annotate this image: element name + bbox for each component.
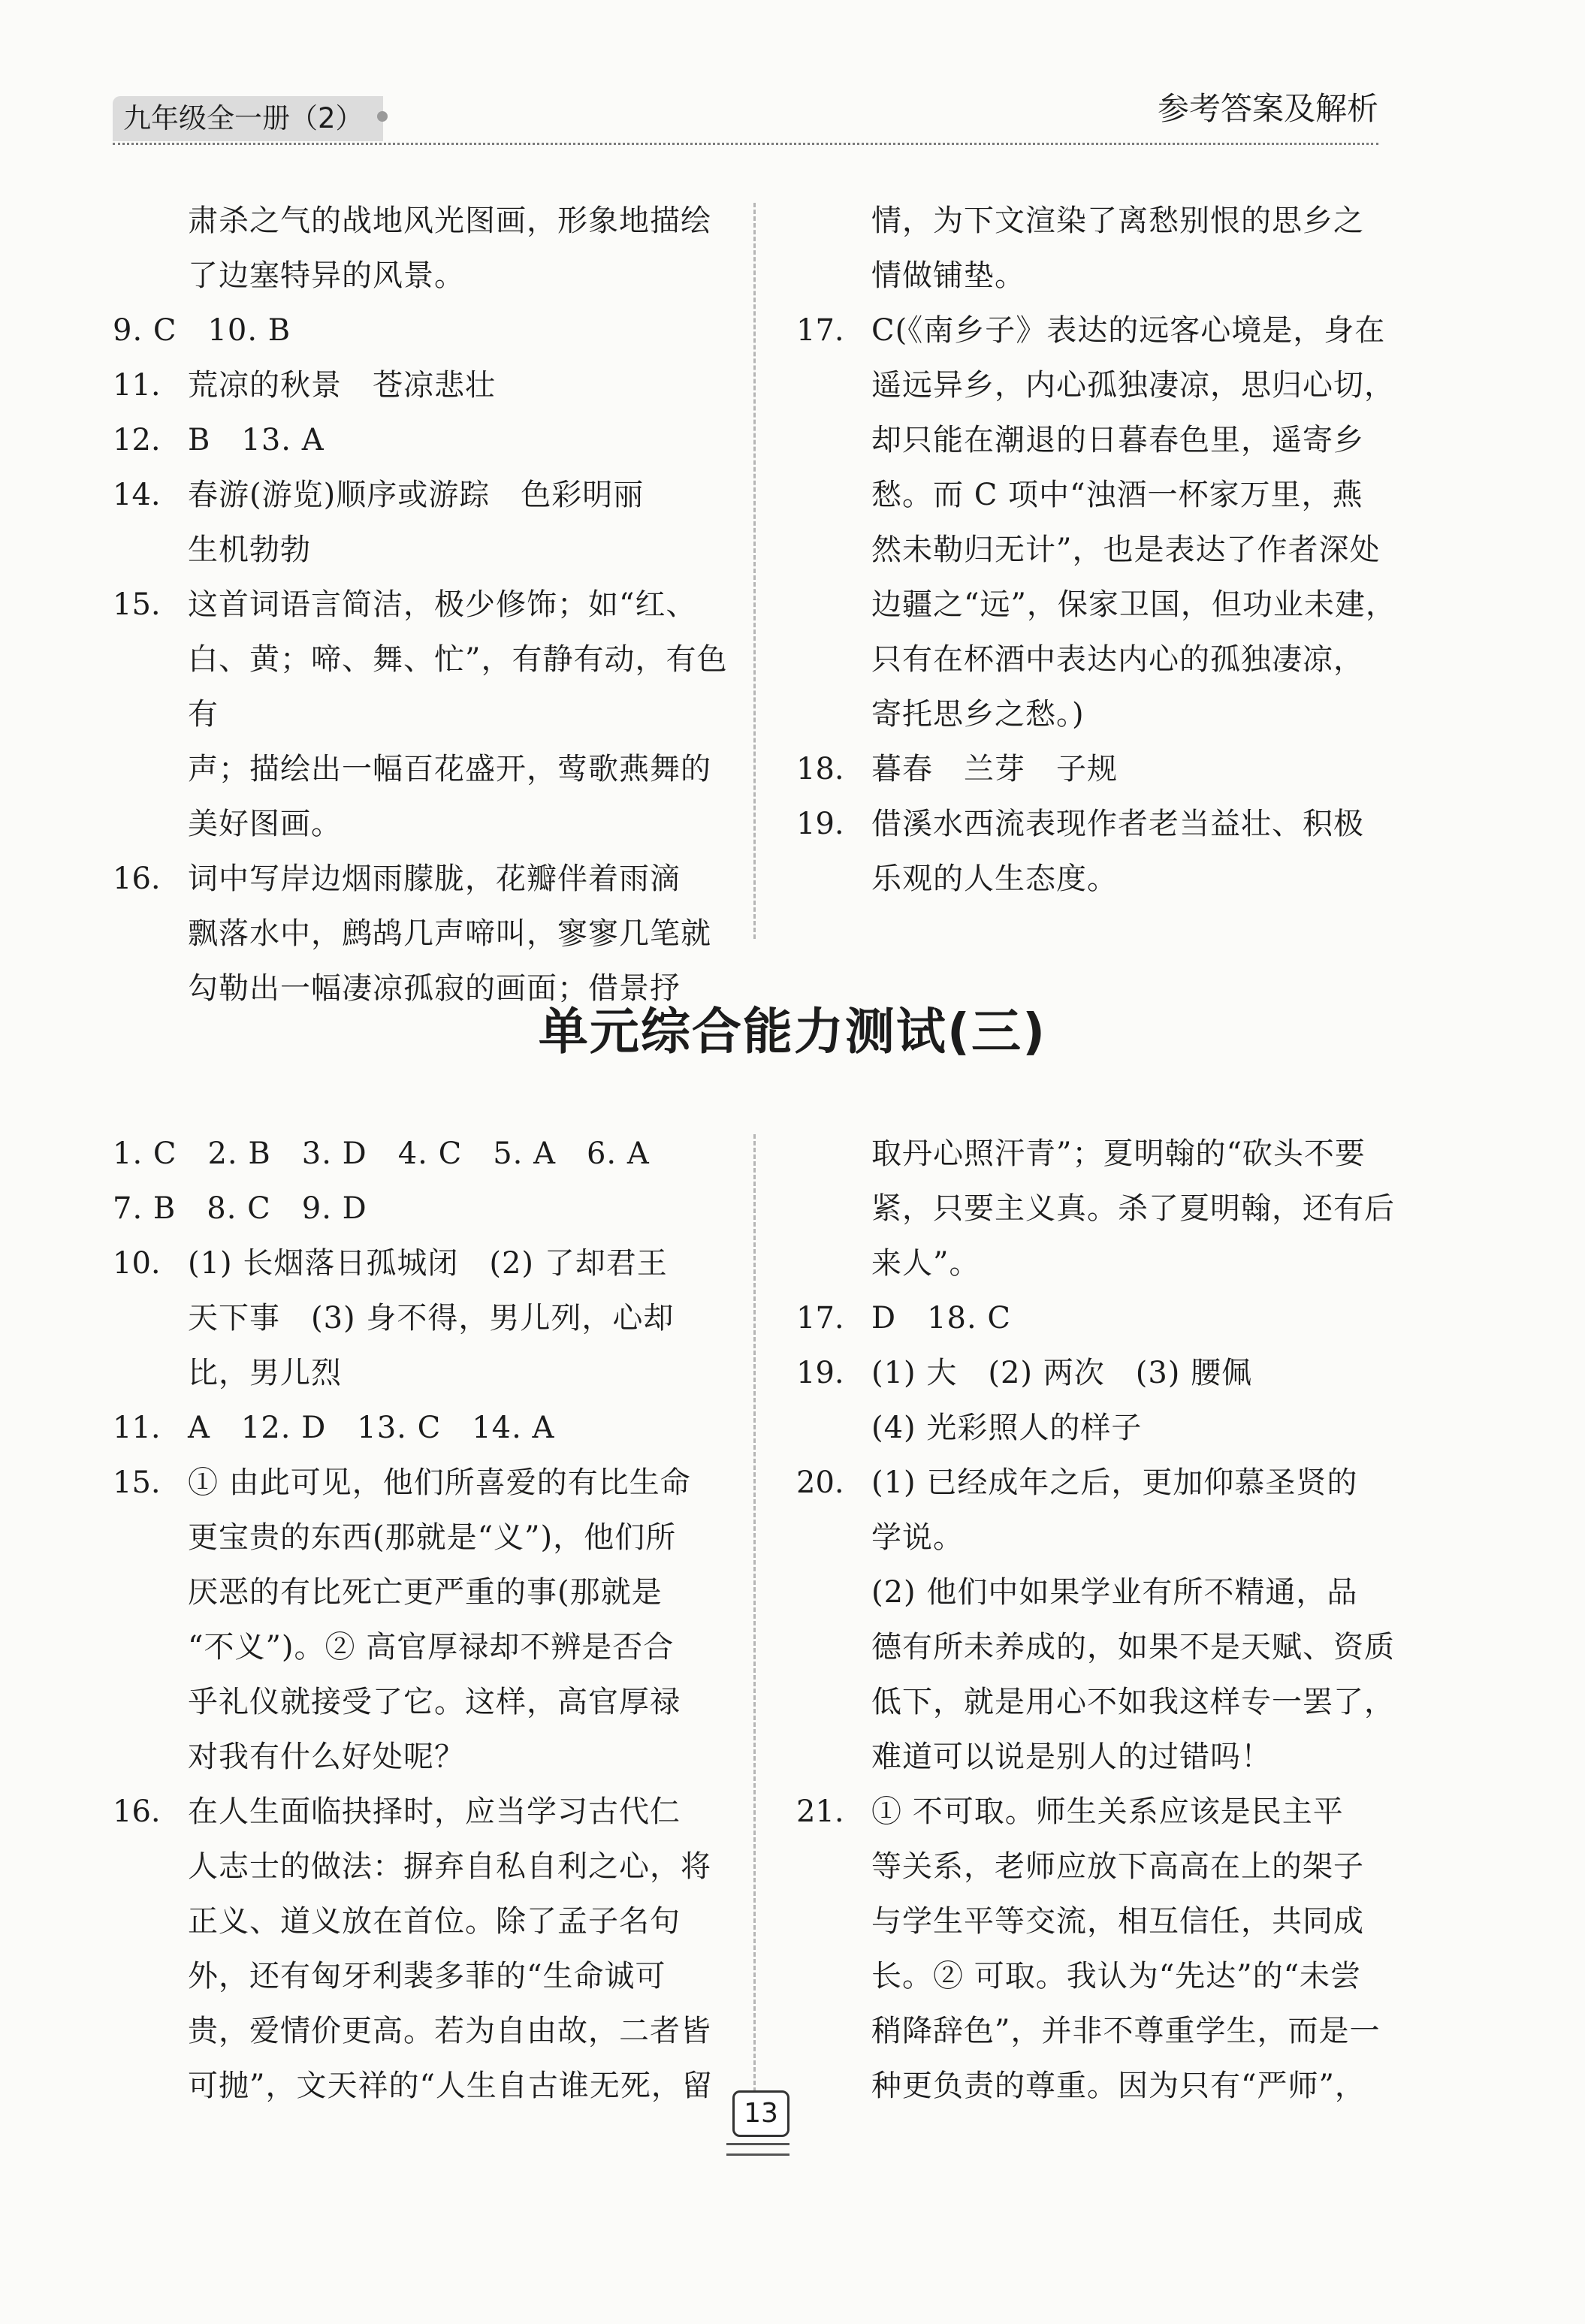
answer-line [796, 1894, 1420, 1949]
answer-text: (1) 大 (2) 两次 (3) 腰佩 [871, 1356, 1253, 1390]
answer-line [796, 1291, 1420, 1346]
answer-text: 稍降辞色”，并非不尊重学生，而是一 [871, 2014, 1381, 2048]
answer-line [113, 1401, 751, 1456]
answer-line [113, 1565, 751, 1620]
answer-line [796, 468, 1420, 523]
answer-text: 了边塞特异的风景。 [188, 258, 465, 293]
question-number: 16. [113, 1794, 161, 1829]
header-divider [113, 143, 1378, 145]
bottom-right-column [796, 1127, 1420, 2114]
answer-line [113, 2004, 751, 2059]
answer-text: 更宝贵的东西(那就是“义”)，他们所 [188, 1520, 677, 1555]
answer-line [113, 523, 751, 578]
answer-line [113, 1511, 751, 1565]
answer-line [796, 1346, 1420, 1401]
answer-text: 难道可以说是别人的过错吗！ [871, 1740, 1272, 1774]
answer-line [113, 1949, 751, 2004]
answer-line [113, 1291, 751, 1346]
answer-text: 正义、道义放在首位。除了孟子名句 [188, 1904, 681, 1939]
answer-text: 遥远异乡，内心孤独凄凉，思归心切， [871, 368, 1395, 403]
question-number: 15. [113, 587, 161, 622]
answer-line [796, 1127, 1420, 1182]
answer-line [113, 194, 751, 249]
answer-line [113, 632, 751, 742]
question-number: 18. [796, 752, 844, 786]
answer-line [796, 1401, 1420, 1456]
answer-text: 乐观的人生态度。 [871, 862, 1118, 896]
answer-text: D 18. C [871, 1301, 1012, 1336]
answer-line [796, 1840, 1420, 1894]
question-number: 19. [796, 1356, 844, 1390]
answer-text: 春游(游览)顺序或游踪 色彩明丽 [188, 478, 645, 512]
answer-text: 肃杀之气的战地风光图画，形象地描绘 [188, 204, 711, 238]
answer-line [113, 1730, 751, 1785]
answer-line [796, 523, 1420, 578]
answer-text: 学说。 [871, 1520, 964, 1555]
answer-line [113, 1456, 751, 1511]
answer-text: 词中写岸边烟雨朦胧，花瓣伴着雨滴 [188, 862, 681, 896]
answer-line [796, 1730, 1420, 1785]
answer-line [796, 2059, 1420, 2114]
question-number: 11. [113, 1411, 161, 1445]
answer-text: 然未勒归无计”，也是表达了作者深处 [871, 533, 1381, 567]
answer-line [796, 742, 1420, 797]
question-number: 17. [796, 1301, 844, 1336]
answer-line [796, 1236, 1420, 1291]
answer-line [796, 303, 1420, 358]
answer-text: 只有在杯酒中表达内心的孤独凄凉， [871, 642, 1364, 677]
column-divider-bottom [753, 1134, 756, 2126]
answer-line [796, 1675, 1420, 1730]
answer-text: 愁。而 C 项中“浊酒一杯家万里，燕 [871, 478, 1363, 512]
question-number: 11. [113, 368, 161, 403]
answer-line [113, 1840, 751, 1894]
answer-line [113, 1346, 751, 1401]
answer-text: (1) 长烟落日孤城闭 (2) 了却君王 [188, 1246, 668, 1281]
answer-line [796, 1785, 1420, 1840]
answer-line [796, 578, 1420, 632]
answer-text: 1. C 2. B 3. D 4. C 5. A 6. A [113, 1136, 650, 1171]
answer-line [796, 194, 1420, 249]
answer-text: 美好图画。 [188, 807, 342, 841]
answer-text: 长。② 可取。我认为“先达”的“未尝 [871, 1959, 1362, 1994]
answer-text: 情，为下文渲染了离愁别恨的思乡之 [871, 204, 1364, 238]
answer-text: 白、黄；啼、舞、忙”，有静有动，有色有 [188, 642, 728, 732]
answer-line [113, 852, 751, 907]
answer-line [113, 742, 751, 797]
answer-text: 德有所未养成的，如果不是天赋、资质 [871, 1630, 1395, 1665]
header-title: 参考答案及解析 [1157, 90, 1378, 127]
answer-line [113, 1894, 751, 1949]
question-number: 10. [113, 1246, 161, 1281]
answer-text: 紧，只要主义真。杀了夏明翰，还有后 [871, 1191, 1395, 1226]
answer-line [796, 1182, 1420, 1236]
page-number-badge [717, 2084, 800, 2167]
answer-text: 取丹心照汗青”；夏明翰的“砍头不要 [871, 1136, 1366, 1171]
answer-text: 生机勃勃 [188, 533, 311, 567]
answer-line [796, 358, 1420, 413]
answer-line [113, 358, 751, 413]
grade-label: 九年级全一册（2） [113, 96, 383, 141]
chevron-decor-icon [726, 2143, 789, 2145]
bottom-left-column [113, 1127, 751, 2114]
answer-text: 人志士的做法：摒弃自私自利之心，将 [188, 1849, 711, 1884]
answer-line [113, 578, 751, 632]
header-dot-icon [377, 111, 388, 122]
answer-line [113, 1785, 751, 1840]
answer-line [113, 1620, 751, 1675]
column-divider-top [753, 203, 756, 939]
answer-text: 天下事 (3) 身不得，男儿列，心却 [188, 1301, 675, 1336]
answer-text: 比，男儿烈 [188, 1356, 342, 1390]
answer-text: A 12. D 13. C 14. A [188, 1411, 555, 1445]
chevron-decor-icon [726, 2153, 789, 2156]
answer-line [113, 468, 751, 523]
answer-text: (1) 已经成年之后，更加仰慕圣贤的 [871, 1465, 1358, 1500]
answer-line [796, 1565, 1420, 1620]
answer-text: C(《南乡子》表达的远客心境是，身在 [871, 313, 1386, 348]
answer-line [113, 303, 751, 358]
answer-line [113, 1675, 751, 1730]
answer-text: 9. C 10. B [113, 313, 291, 348]
answer-line [113, 2059, 751, 2114]
answer-text: 厌恶的有比死亡更严重的事(那就是 [188, 1575, 663, 1610]
top-left-column [113, 194, 751, 1016]
answer-line [796, 249, 1420, 303]
answer-text: 情做铺垫。 [871, 258, 1025, 293]
answer-text: 荒凉的秋景 苍凉悲壮 [188, 368, 496, 403]
answer-line [796, 1620, 1420, 1675]
answer-text: ① 不可取。师生关系应该是民主平 [871, 1794, 1344, 1829]
answer-text: ① 由此可见，他们所喜爱的有比生命 [188, 1465, 691, 1500]
answer-line [113, 249, 751, 303]
question-number: 14. [113, 478, 161, 512]
answer-line [796, 413, 1420, 468]
answer-line [796, 1456, 1420, 1511]
answer-line [113, 907, 751, 961]
answer-line [796, 797, 1420, 852]
answer-text: B 13. A [188, 423, 325, 457]
answer-text: 却只能在潮退的日暮春色里，遥寄乡 [871, 423, 1364, 457]
answer-text: 寄托思乡之愁。) [871, 697, 1085, 732]
top-right-column [796, 194, 1420, 907]
answer-text: 声；描绘出一幅百花盛开，莺歌燕舞的 [188, 752, 711, 786]
answer-text: 7. B 8. C 9. D [113, 1191, 367, 1226]
question-number: 15. [113, 1465, 161, 1500]
answer-line [113, 1182, 751, 1236]
answer-text: 对我有什么好处呢？ [188, 1740, 465, 1774]
answer-line [796, 852, 1420, 907]
answer-text: 边疆之“远”，保家卫国，但功业未建， [871, 587, 1396, 622]
answer-line [113, 1236, 751, 1291]
answer-text: 在人生面临抉择时，应当学习古代仁 [188, 1794, 681, 1829]
answer-text: 外，还有匈牙利裴多菲的“生命诚可 [188, 1959, 666, 1994]
answer-text: 借溪水西流表现作者老当益壮、积极 [871, 807, 1364, 841]
answer-text: 等关系，老师应放下高高在上的架子 [871, 1849, 1364, 1884]
answer-line [113, 1127, 751, 1182]
question-number: 12. [113, 423, 161, 457]
answer-text: 与学生平等交流，相互信任，共同成 [871, 1904, 1364, 1939]
answer-text: 贵，爱情价更高。若为自由故，二者皆 [188, 2014, 711, 2048]
question-number: 16. [113, 862, 161, 896]
answer-text: (2) 他们中如果学业有所不精通，品 [871, 1575, 1358, 1610]
answer-text: 可抛”，文天祥的“人生自古谁无死，留 [188, 2069, 713, 2103]
section-title: 单元综合能力测试(三) [538, 1003, 1047, 1061]
answer-text: 来人”。 [871, 1246, 980, 1281]
answer-line [796, 632, 1420, 687]
answer-line [113, 413, 751, 468]
question-number: 20. [796, 1465, 844, 1500]
answer-text: 飘落水中，鹧鸪几声啼叫，寥寥几笔就 [188, 916, 711, 951]
answer-line [796, 687, 1420, 742]
answer-text: 种更负责的尊重。因为只有“严师”， [871, 2069, 1366, 2103]
answer-text: (4) 光彩照人的样子 [871, 1411, 1143, 1445]
answer-text: 勾勒出一幅凄凉孤寂的画面；借景抒 [188, 971, 681, 1006]
answer-line [796, 1511, 1420, 1565]
answer-text: 这首词语言简洁，极少修饰；如“红、 [188, 587, 697, 622]
answer-text: 低下，就是用心不如我这样专一罢了， [871, 1685, 1395, 1719]
question-number: 19. [796, 807, 844, 841]
answer-line [113, 797, 751, 852]
question-number: 17. [796, 313, 844, 348]
answer-line [796, 2004, 1420, 2059]
question-number: 21. [796, 1794, 844, 1829]
answer-text: “不义”)。② 高官厚禄却不辨是否合 [188, 1630, 675, 1665]
page-number: 13 [732, 2090, 789, 2137]
answer-text: 暮春 兰芽 子规 [871, 752, 1118, 786]
answer-text: 乎礼仪就接受了它。这样，高官厚禄 [188, 1685, 681, 1719]
answer-line [796, 1949, 1420, 2004]
